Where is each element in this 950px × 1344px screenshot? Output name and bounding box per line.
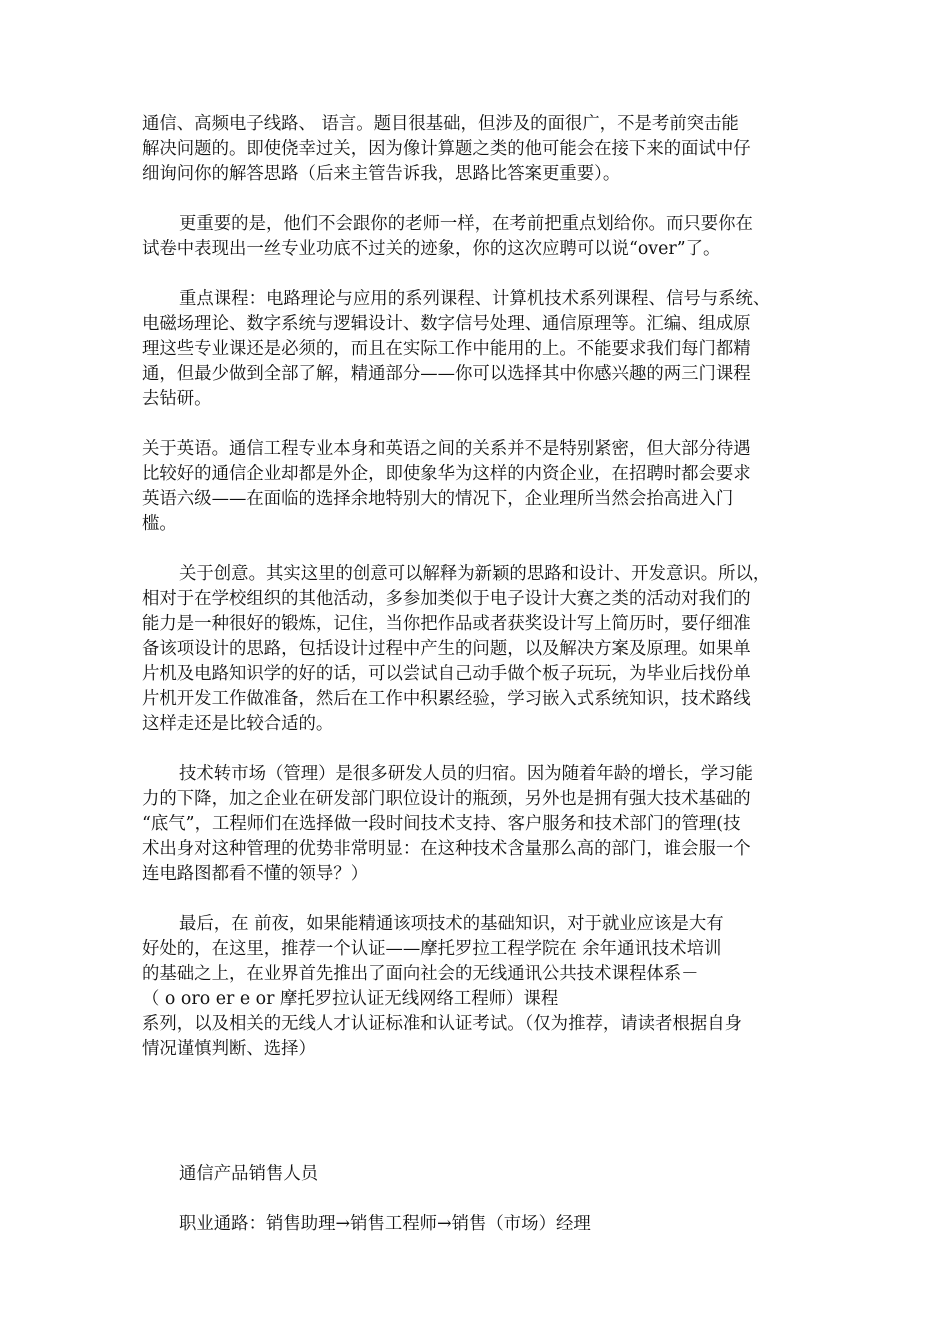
text-line: 系列，以及相关的无线人才认证标准和认证考试。（仅为推荐，请读者根据自身 (142, 1014, 742, 1034)
text-line: 英语六级——在面临的选择余地特别大的情况下，企业理所当然会抬高进入门 (142, 489, 734, 509)
text-line: 理这些专业课还是必须的，而且在实际工作中能用的上。不能要求我们每门都精 (142, 339, 751, 359)
text-line: 片机开发工作做准备，然后在工作中积累经验，学习嵌入式系统知识，技术路线 (142, 689, 751, 709)
paragraph-key-points (142, 212, 812, 262)
text-line: 细询问你的解答思路（后来主管告诉我，思路比答案更重要）。 (142, 164, 621, 184)
text-line: 解决问题的。即使侥幸过关，因为像计算题之类的他可能会在接下来的面试中仔 (142, 139, 751, 159)
text-line: 电磁场理论、数字系统与逻辑设计、数字信号处理、通信原理等。汇编、组成原 (142, 314, 751, 334)
text-line: 关于创意。其实这里的创意可以解释为新颖的思路和设计、开发意识。所以， (179, 564, 771, 584)
text-line: 的基础之上，在业界首先推出了面向社会的无线通讯公共技术课程体系－ (142, 964, 699, 984)
text-line: 关于英语。通信工程专业本身和英语之间的关系并不是特别紧密，但大部分待遇 (142, 439, 751, 459)
section-title: 通信产品销售人员 (179, 1164, 319, 1184)
paragraph-exam-topics (142, 112, 812, 187)
text-line: 情况谨慎判断、选择） (142, 1039, 316, 1059)
text-line: 片机及电路知识学的好的话，可以尝试自己动手做个板子玩玩，为毕业后找份单 (142, 664, 751, 684)
text-line: 相对于在学校组织的其他活动，多参加类似于电子设计大赛之类的活动对我们的 (142, 589, 751, 609)
text-line: 技术转市场（管理）是很多研发人员的归宿。因为随着年龄的增长，学习能 (179, 764, 753, 784)
text-line: （ o oro er e or 摩托罗拉认证无线网络工程师）课程 (142, 989, 559, 1009)
text-line: 槛。 (142, 514, 177, 534)
paragraph-tech-to-market (142, 762, 812, 887)
text-line: 备该项设计的思路，包括设计过程中产生的问题，以及解决方案及原理。如果单 (142, 639, 751, 659)
text-line: 通信、高频电子线路、 语言。题目很基础，但涉及的面很广，不是考前突击能 (142, 114, 739, 134)
text-line: 好处的，在这里，推荐一个认证——摩托罗拉工程学院在 余年通讯技术培训 (142, 939, 722, 959)
text-line: “底气”，工程师们在选择做一段时间技术支持、客户服务和技术部门的管理(技 (142, 814, 741, 834)
spacer (142, 1087, 812, 1162)
text-line: 这样走还是比较合适的。 (142, 714, 334, 734)
text-line: 比较好的通信企业却都是外企，即使象华为这样的内资企业，在招聘时都会要求 (142, 464, 751, 484)
text-line: 最后，在 前夜，如果能精通该项技术的基础知识，对于就业应该是大有 (179, 914, 724, 934)
text-line: 更重要的是，他们不会跟你的老师一样，在考前把重点划给你。而只要你在 (179, 214, 753, 234)
text-line: 术出身对这种管理的优势非常明显：在这种技术含量那么高的部门，谁会服一个 (142, 839, 751, 859)
paragraph-creativity (142, 562, 812, 737)
text-line: 重点课程：电路理论与应用的系列课程、计算机技术系列课程、信号与系统、 (179, 289, 771, 309)
text-line: 连电路图都看不懂的领导？） (142, 864, 369, 884)
document-body (142, 112, 812, 1262)
career-path: 职业通路：销售助理→销售工程师→销售（市场）经理 (179, 1214, 591, 1234)
paragraph-english (142, 437, 812, 537)
text-line: 能力是一种很好的锻炼，记住，当你把作品或者获奖设计写上简历时，要仔细准 (142, 614, 751, 634)
paragraph-certification (142, 912, 812, 1062)
text-line: 试卷中表现出一丝专业功底不过关的迹象，你的这次应聘可以说“over”了。 (142, 239, 721, 259)
paragraph-core-courses (142, 287, 812, 412)
text-line: 去钻研。 (142, 389, 212, 409)
text-line: 力的下降，加之企业在研发部门职位设计的瓶颈，另外也是拥有强大技术基础的 (142, 789, 751, 809)
text-line: 通，但最少做到全部了解，精通部分——你可以选择其中你感兴趣的两三门课程 (142, 364, 751, 384)
